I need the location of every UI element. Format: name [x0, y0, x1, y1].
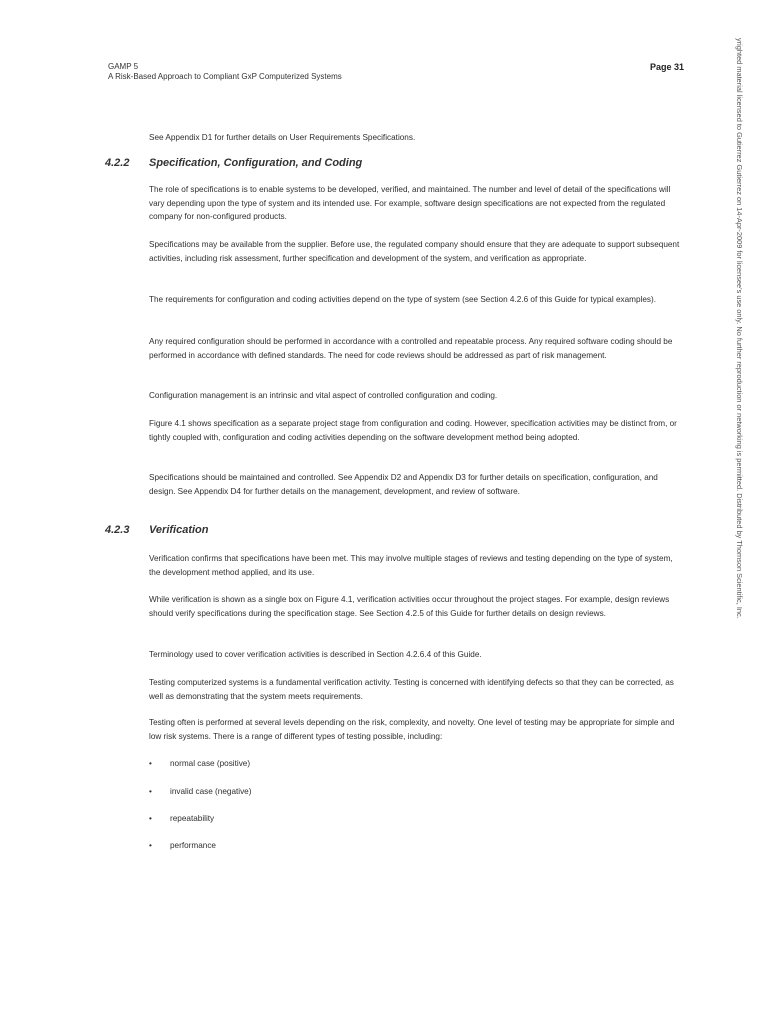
section-4-2-3-paragraph: Testing often is performed at several levels depending on the risk, complexity, and novelty. One level of testing may be appropriate for simple and low risk systems. There is a range of different types of testing possible, including: — [149, 718, 675, 741]
section-4-2-2-paragraph: Configuration management is an intrinsic and vital aspect of controlled configuration and coding. — [149, 391, 498, 400]
bullet-point-icon: • — [149, 814, 152, 823]
page-number: Page 31 — [650, 62, 685, 72]
bullet-point-icon: • — [149, 759, 152, 768]
section-4-2-3-number: 4.2.3 — [105, 524, 130, 536]
bullet-text: invalid case (negative) — [170, 787, 252, 796]
bullet-text: performance — [170, 841, 216, 850]
section-4-2-2-paragraph: Any required configuration should be performed in accordance with a controlled and repeatable process. Any required software coding should be performed in accordance with defined standards. The need for code reviews should be addressed as part of risk management. — [149, 337, 673, 360]
section-4-2-3-paragraph: Terminology used to cover verification activities is described in Section 4.2.6.4 of this Guide. — [149, 650, 482, 659]
bullet-point-icon: • — [149, 787, 152, 796]
section-4-2-2-paragraph: The role of specifications is to enable systems to be developed, verified, and maintained. The number and level of detail of the specifications will vary depending upon the type of system and its intended use. For example, software design specifications are not expected from the regulated company for non-configured products. — [149, 185, 671, 221]
section-4-2-2-paragraph: Figure 4.1 shows specification as a separate project stage from configuration and coding. However, specification activities may be distinct from, or tightly coupled with, configuration and coding activities depending on the software development method being adopted. — [149, 419, 677, 442]
section-4-2-2-heading: Specification, Configuration, and Coding — [149, 157, 363, 169]
section-4-2-3-paragraph: Verification confirms that specifications have been met. This may involve multiple stages of reviews and testing depending on the type of system, the development method applied, and its use. — [149, 554, 673, 577]
section-4-2-2-paragraph: Specifications should be maintained and controlled. See Appendix D2 and Appendix D3 for further details on specification, configuration, and design. See Appendix D4 for further details on the management, development, and review of software. — [149, 473, 658, 496]
section-4-2-3-paragraph: Testing computerized systems is a fundamental verification activity. Testing is concerned with identifying defects so that they can be corrected, as well as demonstrating that the system meets requirements. — [149, 678, 674, 701]
section-4-2-3-heading: Verification — [149, 524, 209, 536]
bullet-text: repeatability — [170, 814, 215, 823]
document-title-line-1: GAMP 5 — [108, 62, 139, 71]
copyright-watermark: yrighted material licensed to Gutierrez Gutierrez on 14-Apr-2009 for licensee's use only. No further reproduction or networking is permitted. Distributed by Thomson Scientific, Inc. — [735, 38, 744, 619]
section-4-2-2-paragraph: The requirements for configuration and coding activities depend on the type of system (see Section 4.2.6 of this Guide for typical examples). — [149, 295, 656, 304]
document-title-line-2: A Risk-Based Approach to Compliant GxP Computerized Systems — [108, 72, 342, 81]
section-4-2-2-number: 4.2.2 — [105, 157, 130, 169]
section-4-2-3-paragraph: While verification is shown as a single box on Figure 4.1, verification activities occur throughout the project stages. For example, design reviews should verify specifications during the specification stage. See Section 4.2.5 of this Guide for further details on design reviews. — [149, 595, 670, 618]
document-title — [108, 62, 342, 82]
bullet-point-icon: • — [149, 841, 152, 850]
intro-paragraph: See Appendix D1 for further details on User Requirements Specifications. — [149, 133, 416, 142]
section-4-2-2-paragraph: Specifications may be available from the supplier. Before use, the regulated company should ensure that they are adequate to support subsequent activities, including risk assessment, further specification and development of the system, and verification as appropriate. — [149, 240, 680, 263]
bullet-text: normal case (positive) — [170, 759, 251, 768]
